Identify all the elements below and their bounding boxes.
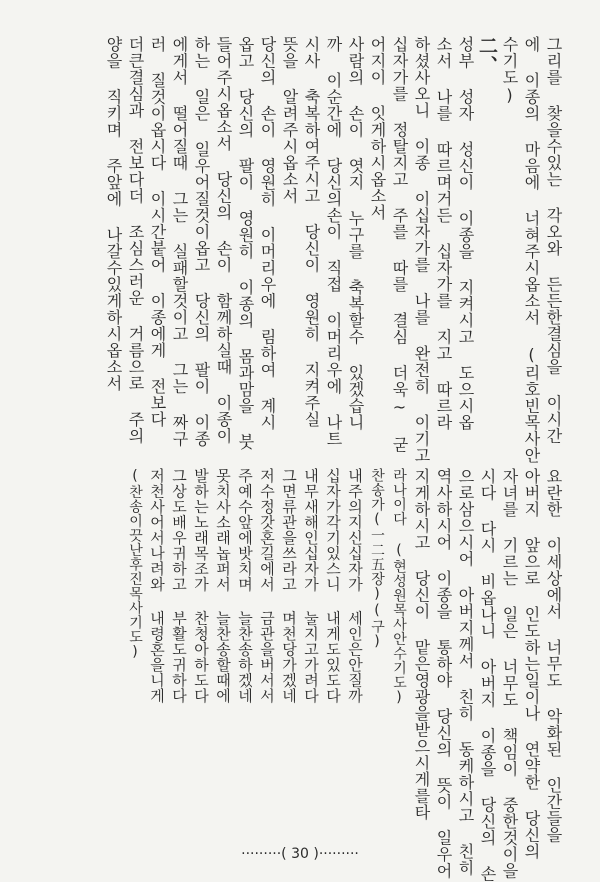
- text-column: 시사 축복하여주시고 당신이 영원히 지켜주실: [302, 36, 321, 428]
- text-column: 십자가를 정탈지고 주를 따를 결심 더욱~ 굳: [390, 36, 409, 453]
- hymn-verse-line: 내무새해인십자가 눌지고가려다: [302, 468, 320, 704]
- text-column: 수기도): [500, 36, 519, 105]
- text-column: 어지이 잇게하시옵소서: [368, 36, 387, 221]
- text-column: 역사하시어 이종을 통하야 당신의 뜻이 일우어: [434, 468, 453, 879]
- hymn-verse-line: 십자가각기있스니 내게도있도다: [324, 468, 342, 704]
- text-column: 성부 성자 성신이 이종을 지켜시고 도으시옵: [456, 36, 475, 431]
- hymn-verse-line: 주예수앞에밧치며 늘찬송하겠네: [236, 468, 254, 704]
- upper-text-block: [36, 36, 564, 464]
- text-column: 당신의 손이 영원히 이머리우에 림하여 계시: [258, 36, 277, 431]
- text-column: 시다 다시 비옵나니 아버지 이종을 당신의 손: [478, 468, 497, 882]
- text-column: 하셨사오니 이종 이십자가를 나를 완전히 이기고: [412, 36, 431, 464]
- text-column: 까 이순간에 당신의손이 직접 이머리우에 나트: [324, 36, 343, 447]
- text-column: 러 질것이옵시다 이시간붙어 이종에게 전보다: [148, 36, 167, 428]
- text-column: 자녀를 기르는 일은 너무도 책임이 중한것이을: [500, 468, 519, 879]
- text-column: 옵고 당신의 팔이 영원히 이종의 몸과맘을 붓: [236, 36, 255, 450]
- caption-line: 찬송가(一二五장)(구): [369, 468, 385, 650]
- text-column: 뜻을 알려주시옵소서: [280, 36, 299, 204]
- hymn-verse-line: 못치사소래놉퍼서 늘찬송할때에: [214, 468, 232, 704]
- text-column: 아버지 앞으로 인도하는일이나 연약한 당신의: [522, 468, 541, 860]
- text-column: 요란한 이세상에서 너무도 악화된 인간들을: [544, 468, 563, 843]
- text-column: 에게서 떨어질때 그는 실패할것이고 그는 짜구: [170, 36, 189, 447]
- text-column: 지게하시고 당신이 맡은영광을받으시게를타: [412, 468, 431, 821]
- hymn-verse-line: 그면류관을쓰라고 며천당가겠네: [280, 468, 298, 704]
- text-column: 양을 직키며 주앞에 나갈수있게하시옵소서: [104, 36, 123, 392]
- section-number: 二、: [476, 36, 498, 75]
- caption-line: (찬송이끗난후진목사기도): [127, 468, 143, 661]
- hymn-verse-line: 저수정갓혼길에서 금관을버서서: [258, 468, 276, 704]
- text-column: 소서 나를 따르며거든 십자가를 지고 따르라: [434, 36, 453, 431]
- hymn-verse-line: 그상도배우귀하고 부활도귀하다: [170, 468, 188, 704]
- text-column: 그리를 찾을수있는 각오와 든든한결심을 이시간: [544, 36, 563, 444]
- caption-line: 라나이다 (현성원목사안수기도): [391, 468, 407, 706]
- text-column: 더큰결심과 전보다더 조심스러운 거름으로 주의: [126, 36, 145, 444]
- hymn-verse-line: 발하는노래목조가 찬청아하도다: [192, 468, 210, 704]
- text-column: 들어주시옵소서 당신의 손이 함께하실때 이종이: [214, 36, 233, 444]
- text-column: 사람의 손이 엿지 누구를 축복할수 있겠습니: [346, 36, 365, 431]
- hymn-verse-line: 내주의지신십자가 세인은안질까: [346, 468, 364, 704]
- text-column: 으로삼으시어 아버지께서 친히 동케하시고 친히: [456, 468, 475, 876]
- text-column: 에 이종의 마음에 너혀주시옵소서 (리호빈목사안: [522, 36, 541, 464]
- page-number: ·········( 30 )·········: [241, 846, 359, 862]
- hymn-verse-line: 저천사어서나려와 내령혼을니게: [148, 468, 166, 704]
- text-column: 하는 일은 일우어질것이옵고 당신의 팔이 이종: [192, 36, 211, 447]
